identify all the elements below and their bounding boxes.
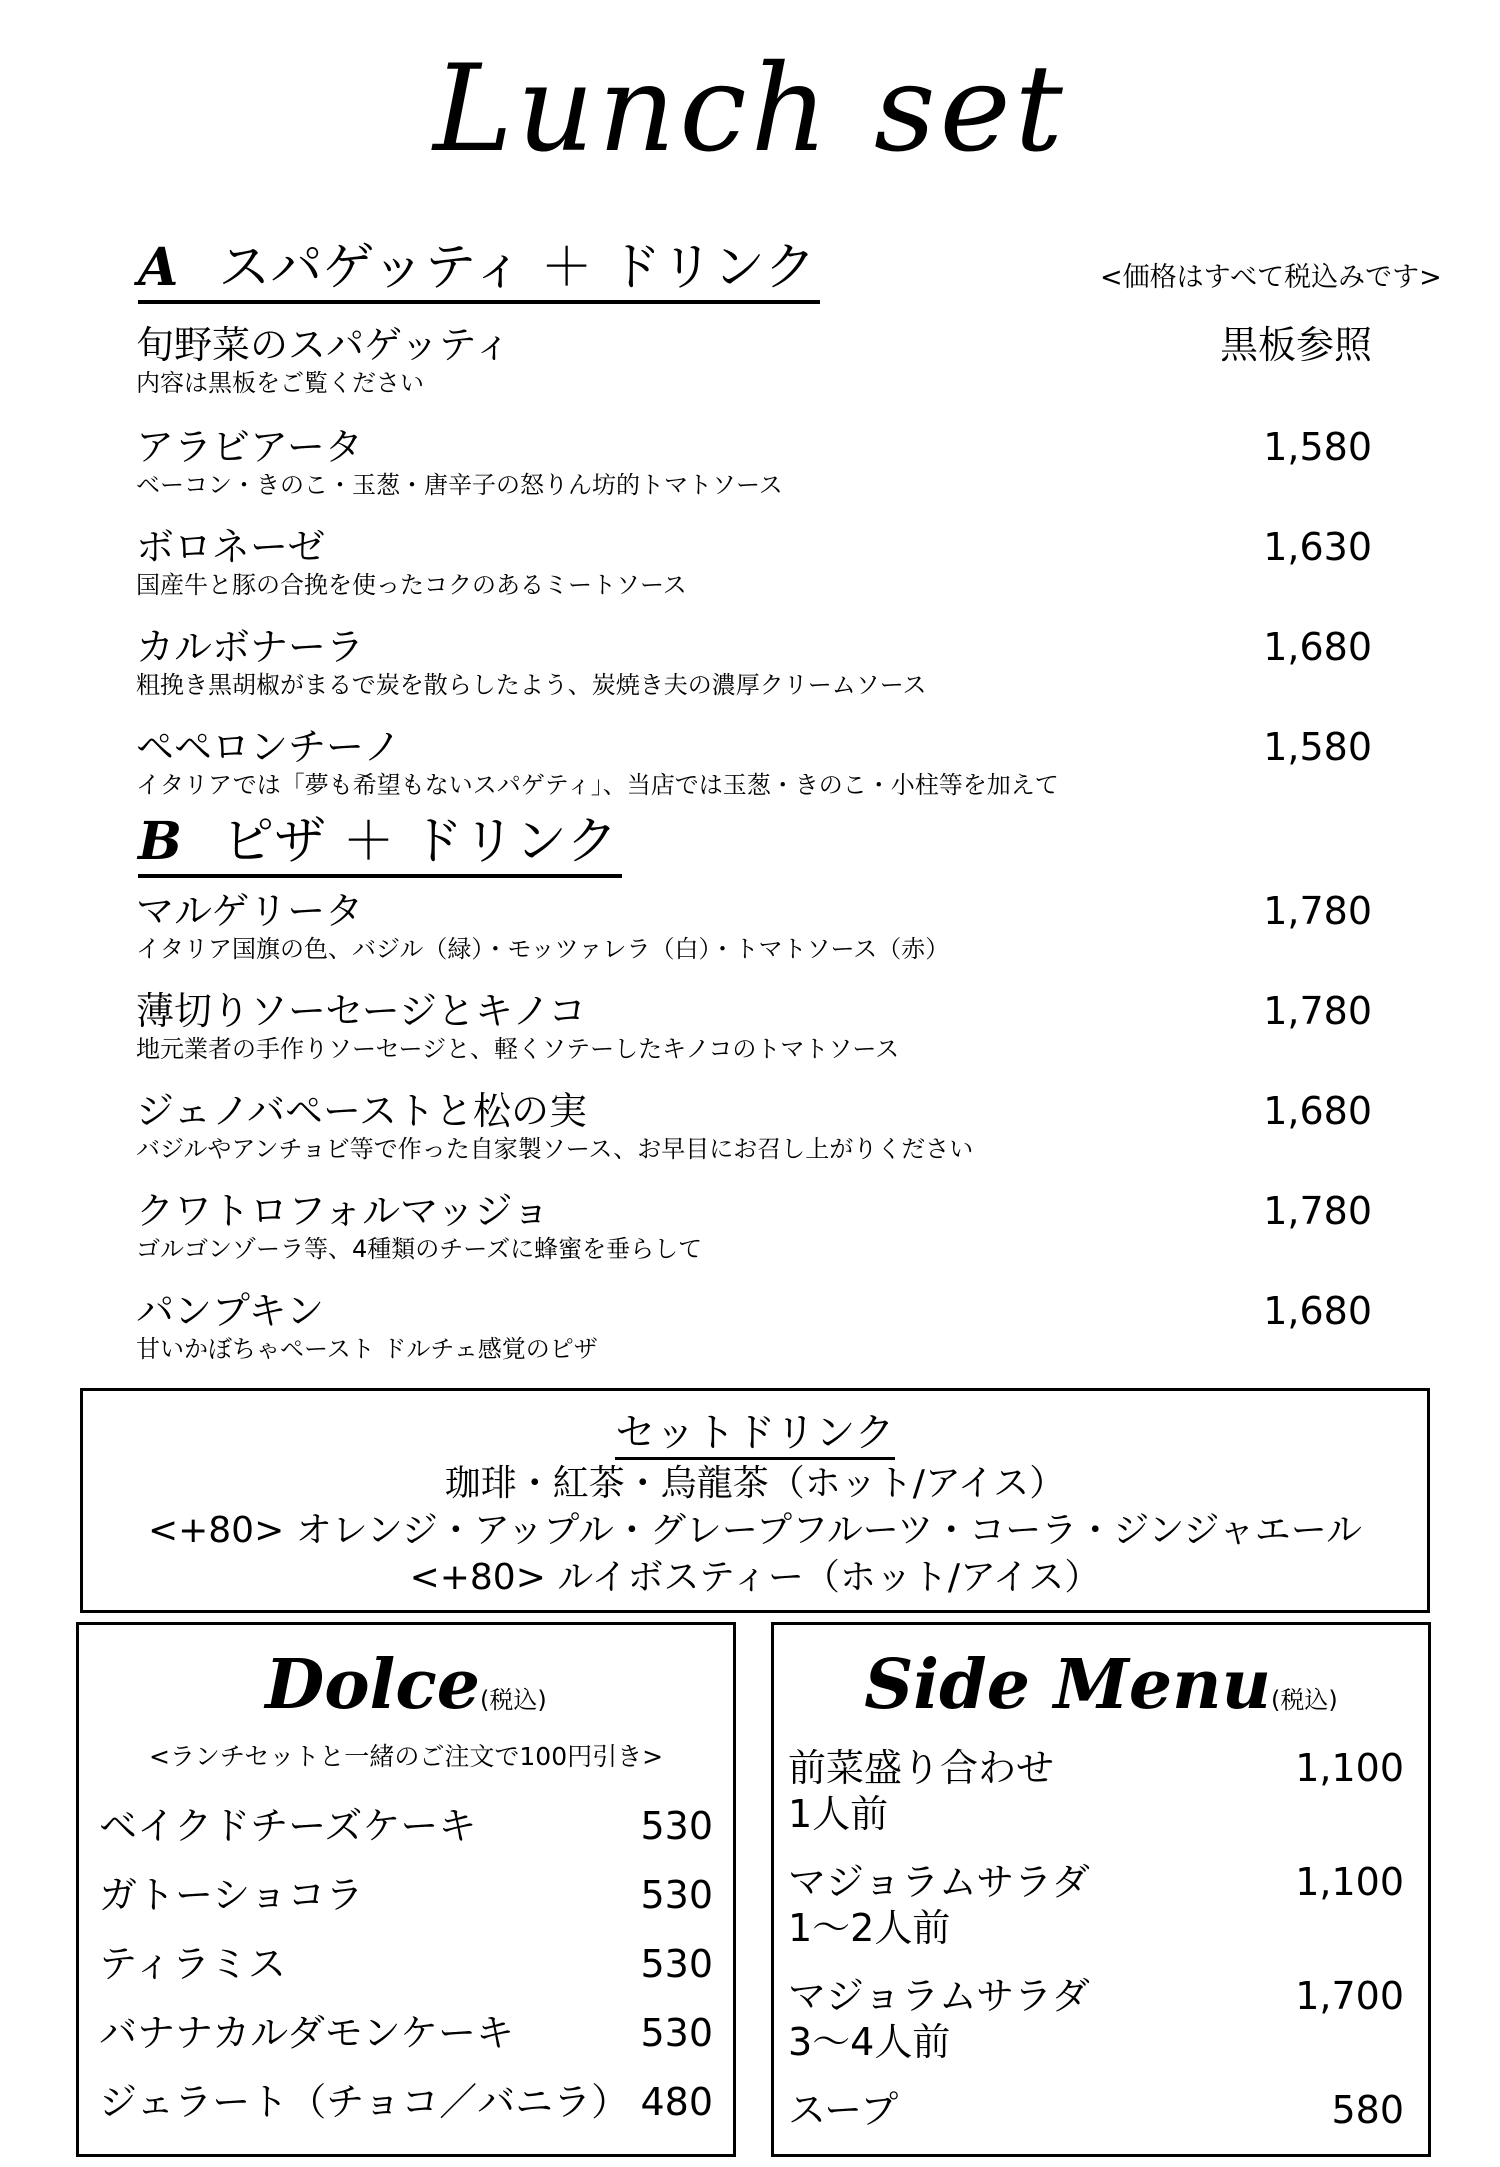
set-drink-line: <+80> オレンジ・アップル・グレープフルーツ・コーラ・ジンジャエール [147,1510,1363,1551]
section-a-letter: A [138,237,179,298]
side-item [788,2087,1404,2133]
tax-note: <価格はすべて税込みです> [1100,262,1442,293]
side-item-price: 580 [1331,2088,1404,2132]
menu-item [136,888,1372,964]
dolce-item [99,2079,713,2125]
section-b-heading [138,810,622,878]
dolce-item [99,1941,713,1987]
section-a-label: スパゲッティ ＋ ドリンク [218,238,817,298]
dolce-item [99,1803,713,1849]
item-name: ペペロンチーノ [136,725,402,769]
page-title: Lunch set [433,40,1067,179]
item-name: カルボナーラ [136,625,365,669]
item-desc: 地元業者の手作りソーセージと、軽くソテーしたキノコのトマトソース [136,1035,900,1063]
item-name: パンプキン [136,1289,325,1333]
item-desc: バジルやアンチョビ等で作った自家製ソース、お早目にお召し上がりください [136,1135,974,1163]
item-desc: 粗挽き黒胡椒がまるで炭を散らしたよう、炭焼き夫の濃厚クリームソース [136,671,927,699]
side-menu-box [771,1622,1431,2157]
dolce-note: <ランチセットと一緒のご注文で100円引き> [148,1742,664,1771]
side-item-name: マジョラムサラダ [788,1974,1090,2018]
side-item [788,1973,1404,2065]
dolce-item-price: 530 [640,1873,713,1917]
item-price: 1,780 [1263,1189,1372,1233]
side-menu-heading [774,1645,1428,1725]
set-drink-line: <+80> ルイボスティー（ホット/アイス） [409,1557,1101,1598]
dolce-box [76,1622,736,2157]
item-price: 1,680 [1263,625,1372,669]
menu-item [136,1188,1372,1264]
side-item-sub: 3〜4人前 [788,2020,951,2064]
side-menu-tax: (税込) [1271,1686,1338,1714]
dolce-item-price: 480 [640,2080,713,2124]
menu-item [136,424,1372,500]
dolce-item-name: ティラミス [99,1942,286,1986]
item-name: アラビアータ [136,425,363,469]
side-item-sub: 1〜2人前 [788,1906,951,1950]
menu-item [136,1088,1372,1164]
dolce-item-name: バナナカルダモンケーキ [99,2011,514,2055]
item-price: 1,580 [1263,425,1372,469]
side-menu-title: Side Menu [864,1645,1272,1725]
side-item-price: 1,100 [1295,1860,1404,1904]
dolce-item-price: 530 [640,2011,713,2055]
side-item-name: スープ [788,2088,899,2132]
menu-item [136,724,1372,800]
section-b-label: ピザ ＋ ドリンク [221,812,618,872]
item-desc: 甘いかぼちゃペースト ドルチェ感覚のピザ [136,1335,598,1363]
menu-item [136,1288,1372,1364]
item-price: 1,780 [1263,889,1372,933]
item-desc: イタリアでは「夢も希望もないスパゲティ」、当店では玉葱・きのこ・小柱等を加えて [136,771,1059,799]
section-a-heading [138,236,820,304]
menu-item [136,322,1372,398]
item-price: 黒板参照 [1219,323,1372,367]
side-item-name: 前菜盛り合わせ [788,1746,1055,1790]
item-name: クワトロフォルマッジョ [136,1189,550,1233]
item-name: ボロネーゼ [136,525,326,569]
item-price: 1,630 [1263,525,1372,569]
dolce-item-name: ベイクドチーズケーキ [99,1804,477,1848]
menu-item [136,524,1372,600]
menu-item [136,624,1372,700]
item-name: 薄切りソーセージとキノコ [136,989,587,1033]
item-price: 1,780 [1263,989,1372,1033]
item-price: 1,580 [1263,725,1372,769]
dolce-item-name: ガトーショコラ [99,1873,364,1917]
side-item-price: 1,700 [1295,1974,1404,2018]
dolce-item-price: 530 [640,1942,713,1986]
item-desc: イタリア国旗の色、バジル（緑）・モッツァレラ（白）・トマトソース（赤） [136,935,950,963]
item-name: マルゲリータ [136,889,364,933]
set-drink-line: 珈琲・紅茶・烏龍茶（ホット/アイス） [444,1463,1066,1504]
item-desc: ベーコン・きのこ・玉葱・唐辛子の怒りん坊的トマトソース [136,471,783,499]
side-item [788,1859,1404,1951]
item-name: ジェノバペーストと松の実 [136,1089,588,1133]
dolce-item [99,2010,713,2056]
item-name: 旬野菜のスパゲッティ [136,323,512,367]
side-item [788,1745,1404,1837]
item-desc: 内容は黒板をご覧ください [136,369,424,397]
dolce-item [99,1872,713,1918]
dolce-tax: (税込) [480,1686,547,1714]
set-drink-box [80,1388,1430,1613]
menu-item [136,988,1372,1064]
item-desc: 国産牛と豚の合挽を使ったコクのあるミートソース [136,571,687,599]
item-price: 1,680 [1263,1289,1372,1333]
dolce-item-name: ジェラート（チョコ／バニラ） [99,2080,630,2124]
side-item-name: マジョラムサラダ [788,1860,1090,1904]
section-b-letter: B [138,811,182,872]
side-item-price: 1,100 [1295,1746,1404,1790]
set-drink-title: セットドリンク [615,1409,894,1460]
dolce-item-price: 530 [640,1804,713,1848]
side-item-sub: 1人前 [788,1792,889,1836]
dolce-title: Dolce [265,1645,481,1725]
item-desc: ゴルゴンゾーラ等、4種類のチーズに蜂蜜を垂らして [136,1235,703,1263]
item-price: 1,680 [1263,1089,1372,1133]
dolce-heading [79,1645,733,1725]
